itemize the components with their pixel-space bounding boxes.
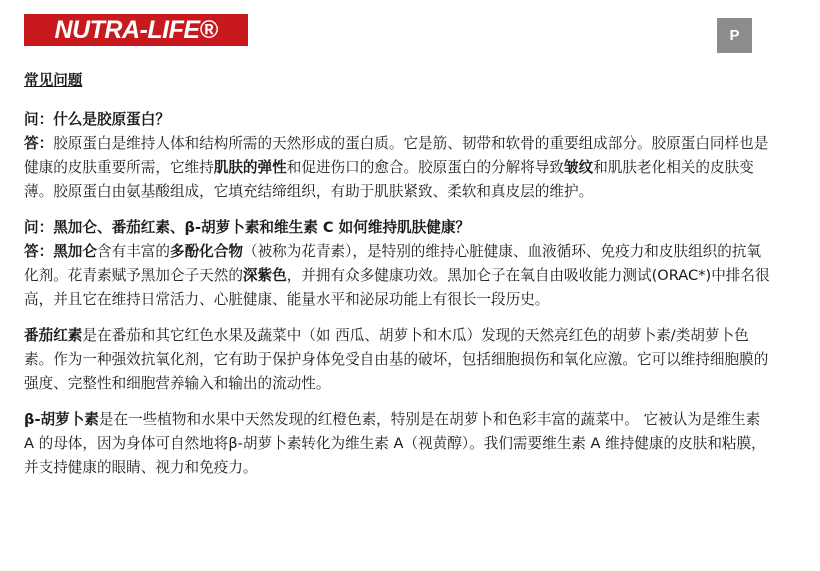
answer-text: 和肌肤老化相关的皮肤变薄。胶原蛋白由氨基酸组成，它填充结缔组织，有助于肌肤紧致、柔软和真皮层的维护。 [24,159,754,200]
term-highlight: β-胡萝卜素 [24,411,99,428]
answer-highlight: 黑加仑 [53,243,97,260]
answer-text: （被称为花青素），是特别的维持心脏健康、血液循环、免疫力和皮肤组织的抗氧化剂。花青素赋予黑加仑子天然的 [24,243,762,284]
faq-question: 问：黑加仑、番茄红素、β-胡萝卜素和维生素 C 如何维持肌肤健康？ [24,219,471,236]
paragraph-beta-carotene [24,408,772,480]
answer-highlight: 多酚化合物 [169,243,243,260]
answer-highlight: 深紫色 [242,267,287,284]
faq-item-collagen [24,108,772,204]
paragraph-text: 是在一些植物和水果中天然发现的红橙色素，特别是在胡萝卜和色彩丰富的蔬菜中。 它被认为是维生素 A 的母体，因为身体可自然地将β-胡萝卜素转化为维生素 A（视黄醇）。我们需要维生素 A 维持健康的皮肤和粘膜，并支持健康的眼睛、视力和免疫力。 [24,411,766,476]
faq-question: 问：什么是胶原蛋白？ [24,111,170,128]
faq-answer [24,240,772,312]
paragraph-text: 是在番茄和其它红色水果及蔬菜中（如 西瓜、胡萝卜和木瓜）发现的天然亮红色的胡萝卜素/类胡萝卜色素。作为一种强效抗氧化剂，它有助于保护身体免受自由基的破坏，包括细胞损伤和氧化应激。它可以维持细胞膜的强度、完整性和细胞营养输入和输出的流动性。 [24,327,769,392]
faq-item-skin-health [24,216,772,312]
answer-prefix: 答： [24,135,54,152]
paragraph-body [24,408,772,480]
answer-highlight: 皱纹 [564,159,594,176]
faq-answer [24,132,772,204]
paragraph-body [24,324,772,396]
answer-highlight: 肌肤的弹性 [213,159,287,176]
page-badge: P [717,18,752,53]
answer-prefix: 答： [24,243,54,260]
answer-text: ，并拥有众多健康功效。黑加仑子在氧自由吸收能力测试(ORAC*)中排名很高，并且它在维持日常活力、心脏健康、能量水平和泌尿功能上有很长一段历史。 [24,267,770,308]
term-highlight: 番茄红素 [24,327,83,344]
answer-text: 胶原蛋白是维持人体和结构所需的天然形成的蛋白质。它是筋、韧带和软骨的重要组成部分。胶原蛋白同样也是健康的皮肤重要所需，它维持 [24,135,769,176]
nutralife-logo [24,14,248,46]
answer-text: 含有丰富的 [97,243,170,260]
logo-text: NUTRA-LIFE® [54,15,218,44]
faq-content [24,70,772,492]
answer-text: 和促进伤口的愈合。胶原蛋白的分解将导致 [286,159,565,176]
paragraph-lycopene [24,324,772,396]
page-title: 常见问题 [24,72,83,89]
